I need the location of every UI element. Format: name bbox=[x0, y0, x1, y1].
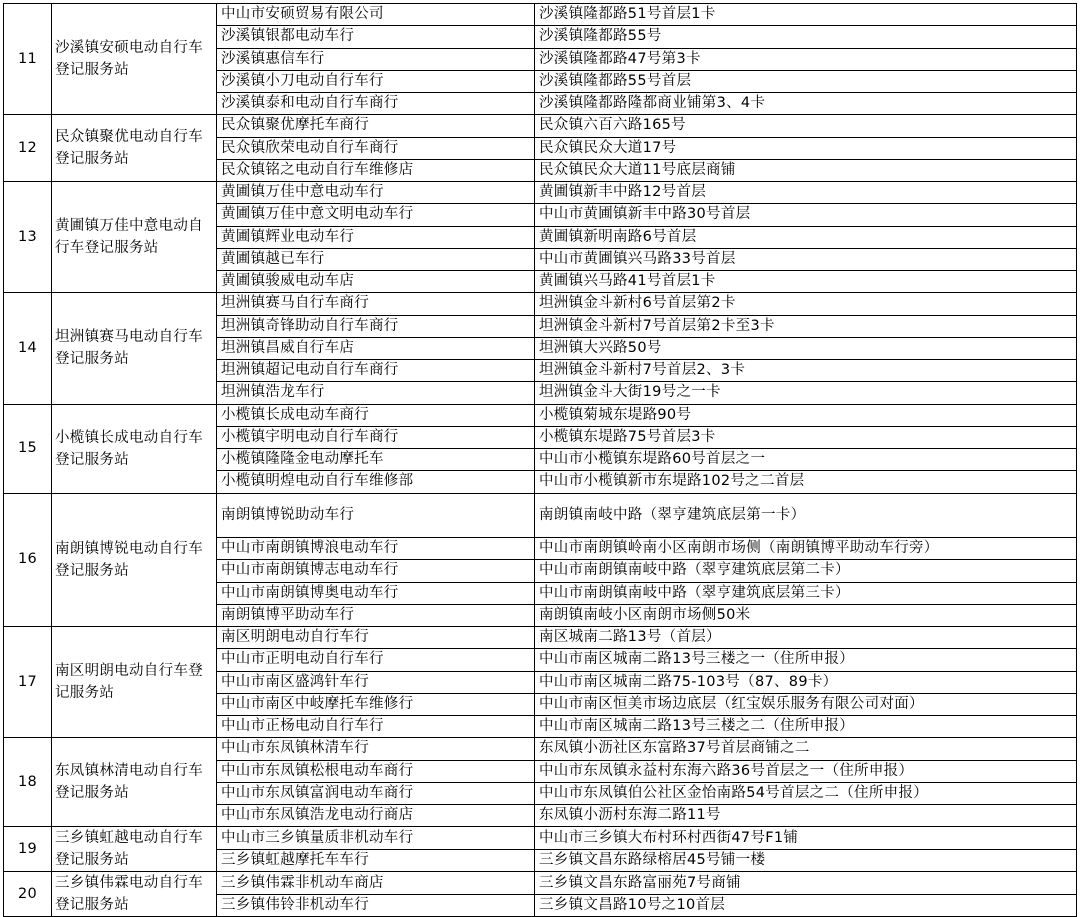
table-row bbox=[4, 293, 1077, 315]
shop-name: 小榄镇宇明电动自行车商行 bbox=[217, 426, 535, 448]
shop-address: 黄圃镇新明南路6号首层 bbox=[535, 226, 1077, 248]
table-row bbox=[4, 4, 1077, 26]
shop-name: 中山市正杨电动自行车行 bbox=[217, 716, 535, 738]
shop-name: 三乡镇伟霖非机动车商店 bbox=[217, 872, 535, 895]
shop-name: 中山市东凤镇浩龙电动行商店 bbox=[217, 805, 535, 827]
shop-address: 中山市南区恒美市场边底层（红宝娱乐服务有限公司对面） bbox=[535, 693, 1077, 715]
shop-name: 坦洲镇昌威自行车店 bbox=[217, 337, 535, 359]
shop-name: 中山市正明电动自行车行 bbox=[217, 649, 535, 671]
table-row bbox=[4, 872, 1077, 895]
shop-address: 中山市黄圃镇兴马路33号首层 bbox=[535, 248, 1077, 270]
shop-name: 沙溪镇惠信车行 bbox=[217, 48, 535, 70]
shop-address: 三乡镇文昌东路绿榕居45号铺一楼 bbox=[535, 849, 1077, 872]
table-row bbox=[4, 627, 1077, 649]
shop-address: 南区城南二路13号（首层） bbox=[535, 627, 1077, 649]
shop-address: 中山市南区城南二路13号三楼之二（住所申报） bbox=[535, 716, 1077, 738]
shop-name: 民众镇铭之电动自行车维修店 bbox=[217, 159, 535, 181]
group-number: 15 bbox=[4, 404, 52, 493]
shop-name: 中山市南朗镇博奥电动车行 bbox=[217, 582, 535, 604]
shop-address: 中山市南朗镇南岐中路（翠亨建筑底层第二卡） bbox=[535, 560, 1077, 582]
shop-address: 中山市南朗镇岭南小区南朗市场侧（南朗镇博平助动车行旁） bbox=[535, 538, 1077, 560]
shop-address: 中山市三乡镇大布村环村西街47号F1铺 bbox=[535, 827, 1077, 850]
shop-address: 坦洲镇金斗大街19号之一卡 bbox=[535, 382, 1077, 404]
station-name: 南区明朗电动自行车登记服务站 bbox=[52, 627, 217, 738]
shop-name: 黄圃镇辉业电动车行 bbox=[217, 226, 535, 248]
shop-address: 中山市东凤镇永益村东海六路36号首层之一（住所申报） bbox=[535, 760, 1077, 782]
shop-address: 中山市南区城南二路13号三楼之一（住所申报） bbox=[535, 649, 1077, 671]
shop-address: 中山市东凤镇伯公社区金怡南路54号首层之二（住所申报） bbox=[535, 782, 1077, 804]
station-name: 沙溪镇安硕电动自行车登记服务站 bbox=[52, 4, 217, 115]
shop-address: 小榄镇菊城东堤路90号 bbox=[535, 404, 1077, 426]
shop-name: 沙溪镇泰和电动自行车商行 bbox=[217, 93, 535, 115]
group-number: 13 bbox=[4, 182, 52, 293]
station-name: 三乡镇伟霖电动自行车登记服务站 bbox=[52, 872, 217, 917]
shop-address: 黄圃镇新丰中路12号首层 bbox=[535, 182, 1077, 204]
shop-address: 东凤镇小沥社区东富路37号首层商铺之二 bbox=[535, 738, 1077, 760]
group-number: 14 bbox=[4, 293, 52, 404]
shop-name: 中山市东凤镇富润电动车商行 bbox=[217, 782, 535, 804]
station-name: 坦洲镇赛马电动自行车登记服务站 bbox=[52, 293, 217, 404]
shop-address: 小榄镇东堤路75号首层3卡 bbox=[535, 426, 1077, 448]
shop-name: 小榄镇明煌电动自行车维修部 bbox=[217, 471, 535, 493]
shop-name: 中山市三乡镇量质非机动车行 bbox=[217, 827, 535, 850]
shop-address: 中山市南区城南二路75-103号（87、89卡） bbox=[535, 671, 1077, 693]
shop-name: 小榄镇隆隆金电动摩托车 bbox=[217, 449, 535, 471]
table-body bbox=[4, 4, 1077, 917]
shop-address: 中山市南朗镇南岐中路（翠亨建筑底层第三卡） bbox=[535, 582, 1077, 604]
shop-address: 沙溪镇隆都路隆都商业铺第3、4卡 bbox=[535, 93, 1077, 115]
shop-name: 坦洲镇浩龙车行 bbox=[217, 382, 535, 404]
table-row bbox=[4, 493, 1077, 538]
table-row bbox=[4, 827, 1077, 850]
shop-name: 中山市南朗镇博志电动车行 bbox=[217, 560, 535, 582]
shop-name: 坦洲镇奇锋助动自行车商行 bbox=[217, 315, 535, 337]
table-row bbox=[4, 404, 1077, 426]
shop-address: 沙溪镇隆都路51号首层1卡 bbox=[535, 4, 1077, 26]
table-row bbox=[4, 182, 1077, 204]
group-number: 17 bbox=[4, 627, 52, 738]
shop-address: 中山市小榄镇东堤路60号首层之一 bbox=[535, 449, 1077, 471]
group-number: 20 bbox=[4, 872, 52, 917]
station-name: 民众镇聚优电动自行车登记服务站 bbox=[52, 115, 217, 182]
shop-address: 南朗镇南岐中路（翠亨建筑底层第一卡） bbox=[535, 493, 1077, 538]
shop-name: 中山市南区中岐摩托车维修行 bbox=[217, 693, 535, 715]
group-number: 18 bbox=[4, 738, 52, 827]
shop-name: 中山市东凤镇林清车行 bbox=[217, 738, 535, 760]
shop-address: 沙溪镇隆都路55号 bbox=[535, 26, 1077, 48]
group-number: 11 bbox=[4, 4, 52, 115]
shop-name: 沙溪镇小刀电动自行车行 bbox=[217, 70, 535, 92]
table-row bbox=[4, 738, 1077, 760]
shop-name: 南朗镇博锐助动车行 bbox=[217, 493, 535, 538]
shop-address: 民众镇六百六路165号 bbox=[535, 115, 1077, 137]
shop-address: 中山市黄圃镇新丰中路30号首层 bbox=[535, 204, 1077, 226]
shop-address: 坦洲镇金斗新村7号首层2、3卡 bbox=[535, 360, 1077, 382]
shop-name: 黄圃镇骏威电动车店 bbox=[217, 271, 535, 293]
shop-name: 黄圃镇万佳中意电动车行 bbox=[217, 182, 535, 204]
shop-address: 中山市小榄镇新市东堤路102号之二首层 bbox=[535, 471, 1077, 493]
shop-address: 民众镇民众大道11号底层商铺 bbox=[535, 159, 1077, 181]
shop-name: 小榄镇长成电动车商行 bbox=[217, 404, 535, 426]
table-row bbox=[4, 115, 1077, 137]
shop-name: 沙溪镇银都电动车行 bbox=[217, 26, 535, 48]
shop-name: 黄圃镇越已车行 bbox=[217, 248, 535, 270]
registration-stations-table bbox=[3, 3, 1077, 917]
group-number: 16 bbox=[4, 493, 52, 627]
shop-name: 坦洲镇赛马自行车商行 bbox=[217, 293, 535, 315]
shop-name: 民众镇聚优摩托车商行 bbox=[217, 115, 535, 137]
shop-name: 黄圃镇万佳中意文明电动车行 bbox=[217, 204, 535, 226]
shop-name: 中山市南区盛鸿针车行 bbox=[217, 671, 535, 693]
shop-address: 三乡镇文昌路10号之10首层 bbox=[535, 894, 1077, 917]
station-name: 小榄镇长成电动自行车登记服务站 bbox=[52, 404, 217, 493]
shop-address: 三乡镇文昌东路富丽苑7号商铺 bbox=[535, 872, 1077, 895]
shop-address: 沙溪镇隆都路47号第3卡 bbox=[535, 48, 1077, 70]
shop-name: 中山市安硕贸易有限公司 bbox=[217, 4, 535, 26]
shop-name: 坦洲镇超记电动自行车商行 bbox=[217, 360, 535, 382]
station-name: 黄圃镇万佳中意电动自行车登记服务站 bbox=[52, 182, 217, 293]
shop-name: 南区明朗电动自行车行 bbox=[217, 627, 535, 649]
shop-name: 南朗镇博平助动车行 bbox=[217, 604, 535, 626]
shop-address: 南朗镇南岐小区南朗市场侧50米 bbox=[535, 604, 1077, 626]
shop-address: 民众镇民众大道17号 bbox=[535, 137, 1077, 159]
shop-name: 中山市南朗镇博浪电动车行 bbox=[217, 538, 535, 560]
shop-address: 坦洲镇金斗新村7号首层第2卡至3卡 bbox=[535, 315, 1077, 337]
shop-address: 黄圃镇兴马路41号首层1卡 bbox=[535, 271, 1077, 293]
shop-name: 三乡镇伟铃非机动车行 bbox=[217, 894, 535, 917]
shop-address: 坦洲镇大兴路50号 bbox=[535, 337, 1077, 359]
shop-address: 东凤镇小沥村东海二路11号 bbox=[535, 805, 1077, 827]
station-name: 南朗镇博锐电动自行车登记服务站 bbox=[52, 493, 217, 627]
shop-address: 坦洲镇金斗新村6号首层第2卡 bbox=[535, 293, 1077, 315]
shop-name: 三乡镇虹越摩托车车行 bbox=[217, 849, 535, 872]
shop-address: 沙溪镇隆都路55号首层 bbox=[535, 70, 1077, 92]
station-name: 东凤镇林清电动自行车登记服务站 bbox=[52, 738, 217, 827]
shop-name: 中山市东凤镇松根电动车商行 bbox=[217, 760, 535, 782]
group-number: 12 bbox=[4, 115, 52, 182]
station-name: 三乡镇虹越电动自行车登记服务站 bbox=[52, 827, 217, 872]
group-number: 19 bbox=[4, 827, 52, 872]
shop-name: 民众镇欣荣电动自行车商行 bbox=[217, 137, 535, 159]
